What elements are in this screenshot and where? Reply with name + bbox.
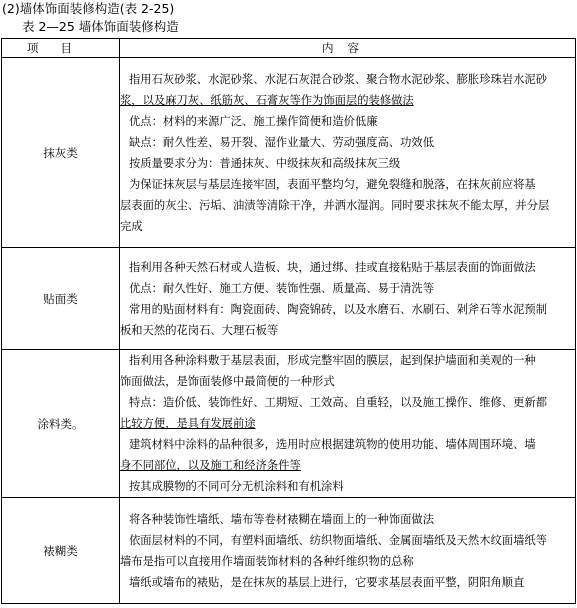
- content-line: 优点：耐久性好、施工方便、装饰性强、质量高、易于清洗等: [129, 281, 435, 295]
- content-line: 为保证抹灰层与基层连接牢固，表面平整均匀，避免裂缝和脱落，在抹灰前应将基: [129, 177, 536, 191]
- table-row: [2, 498, 576, 604]
- row-category: 涂料类。: [2, 350, 120, 498]
- content-line: 板和天然的花岗石、大理石板等: [120, 323, 279, 337]
- content-line: 指用石灰砂浆、水泥砂浆、水泥石灰混合砂浆、聚合物水泥砂浆、膨胀珍珠岩水泥砂: [129, 72, 547, 86]
- content-line: 层表面的灰尘、污垢、油渍等清除干净，并洒水湿润。同时要求抹灰不能太厚，并分层: [120, 198, 550, 212]
- table-row: [2, 58, 576, 248]
- content-line: 常用的贴面材料有：陶瓷面砖、陶瓷锦砖，以及水磨石、水刷石、剁斧石等水泥预制: [129, 302, 547, 316]
- content-line: 指利用各种天然石材或人造板、块，通过绑、挂或直接粘贴于基层表面的饰面做法: [129, 260, 536, 274]
- row-content: [120, 498, 576, 604]
- content-line: 墙布是指可以直接用作墙面装饰材料的各种纤维织物的总称: [120, 554, 414, 568]
- content-line: 将各种装饰性墙纸、墙布等卷材裱糊在墙面上的一种饰面做法: [129, 512, 435, 526]
- content-line: 特点：造价低、装饰性好、工期短、工效高、自重轻，以及施工操作、维修、更新都: [129, 396, 547, 409]
- content-line: 按其成膜物的不同可分无机涂料和有机涂料: [129, 480, 344, 493]
- row-category: 贴面类: [2, 248, 120, 350]
- content-line: 建筑材料中涂料的品种很多，选用时应根据建筑物的使用功能、墙体周围环境、墙: [129, 438, 536, 451]
- table-header-row: [2, 39, 576, 58]
- content-line: 指利用各种涂料敷于基层表面，形成完整牢固的膜层，起到保护墙面和美观的一种: [129, 354, 536, 367]
- content-line: 依面层材料的不同，有塑料面墙纸、纺织物面墙纸、金属面墙纸及天然木纹面墙纸等: [129, 533, 547, 547]
- content-line: 墙纸或墙布的裱贴，是在抹灰的基层上进行，它要求基层表面平整，阴阳角顺直: [129, 575, 525, 589]
- row-content: [120, 350, 576, 498]
- wall-finish-table: [1, 38, 576, 604]
- content-line: 饰面做法，是饰面装修中最简便的一种形式: [120, 375, 335, 388]
- header-content: 内容: [120, 39, 576, 58]
- content-line: 身不同部位，以及施工和经济条件等: [120, 459, 301, 472]
- header-category: 项目: [2, 39, 120, 58]
- content-line: 优点：材料的来源广泛、施工操作简便和造价低廉: [129, 114, 378, 128]
- row-content: [120, 248, 576, 350]
- content-line: 缺点：耐久性差、易开裂、湿作业量大、劳动强度高、功效低: [129, 135, 435, 149]
- row-category: 抹灰类: [2, 58, 120, 248]
- content-line: 比较方便，是具有发展前途: [120, 417, 256, 430]
- content-line: 完成: [120, 219, 143, 233]
- table-row: [2, 248, 576, 350]
- row-category: 裱糊类: [2, 498, 120, 604]
- row-content: [120, 58, 576, 248]
- content-line: 按质量要求分为：普通抹灰、中级抹灰和高级抹灰三级: [129, 156, 401, 170]
- section-heading: (2)墙体饰面装修构造(表 2-25): [2, 1, 175, 16]
- content-line: 浆，以及麻刀灰、纸筋灰、石膏灰等作为饰面层的装修做法: [120, 93, 414, 107]
- table-caption: 表 2—25 墙体饰面装修构造: [22, 19, 179, 34]
- table-row: [2, 350, 576, 498]
